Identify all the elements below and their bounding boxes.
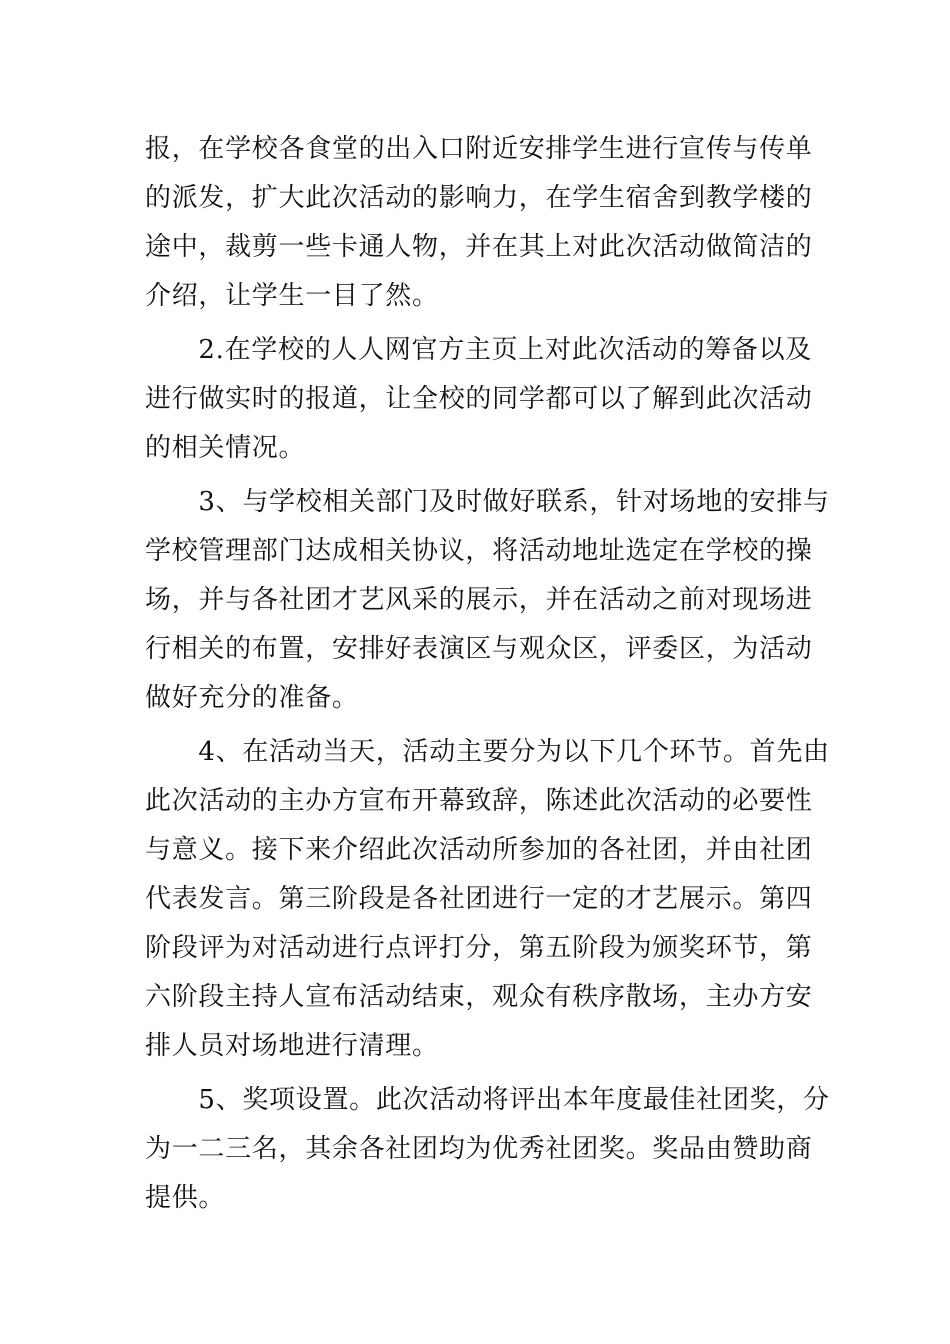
text-line: 的相关情况。 — [145, 433, 306, 463]
text-line: 的派发，扩大此次活动的影响力，在学生宿舍到教学楼的 — [145, 183, 813, 213]
text-line: 做好充分的准备。 — [145, 683, 359, 713]
text-line: 4、在活动当天，活动主要分为以下几个环节。首先由 — [145, 737, 830, 767]
paragraph-item-3 — [145, 478, 830, 723]
text-line: 进行做实时的报道，让全校的同学都可以了解到此次活动 — [145, 384, 813, 414]
text-line: 此次活动的主办方宣布开幕致辞，陈述此次活动的必要性 — [145, 786, 813, 816]
text-line: 5、奖项设置。此次活动将评出本年度最佳社团奖，分 — [145, 1085, 830, 1115]
text-line: 途中，裁剪一些卡通人物，并在其上对此次活动做简洁的 — [145, 232, 813, 262]
text-line: 排人员对场地进行清理。 — [145, 1031, 439, 1061]
text-line: 提供。 — [145, 1183, 226, 1213]
text-line: 3、与学校相关部门及时做好联系，针对场地的安排与 — [145, 487, 830, 517]
paragraph-item-2 — [145, 326, 813, 473]
document-body — [145, 125, 830, 1223]
paragraph-item-4 — [145, 728, 830, 1071]
text-line: 2.在学校的人人网官方主页上对此次活动的筹备以及 — [145, 335, 813, 365]
text-line: 为一二三名，其余各社团均为优秀社团奖。奖品由赞助商 — [145, 1134, 813, 1164]
paragraph-item-5 — [145, 1076, 830, 1223]
text-line: 行相关的布置，安排好表演区与观众区，评委区，为活动 — [145, 634, 813, 664]
text-line: 六阶段主持人宣布活动结束，观众有秩序散场，主办方安 — [145, 982, 813, 1012]
text-line: 报，在学校各食堂的出入口附近安排学生进行宣传与传单 — [145, 134, 813, 164]
text-line: 代表发言。第三阶段是各社团进行一定的才艺展示。第四 — [145, 884, 813, 914]
paragraph-publicity — [145, 125, 813, 321]
text-line: 场，并与各社团才艺风采的展示，并在活动之前对现场进 — [145, 585, 813, 615]
text-line: 阶段评为对活动进行点评打分，第五阶段为颁奖环节，第 — [145, 933, 813, 963]
text-line: 学校管理部门达成相关协议，将活动地址选定在学校的操 — [145, 536, 813, 566]
text-line: 与意义。接下来介绍此次活动所参加的各社团，并由社团 — [145, 835, 813, 865]
text-line: 介绍，让学生一目了然。 — [145, 281, 439, 311]
